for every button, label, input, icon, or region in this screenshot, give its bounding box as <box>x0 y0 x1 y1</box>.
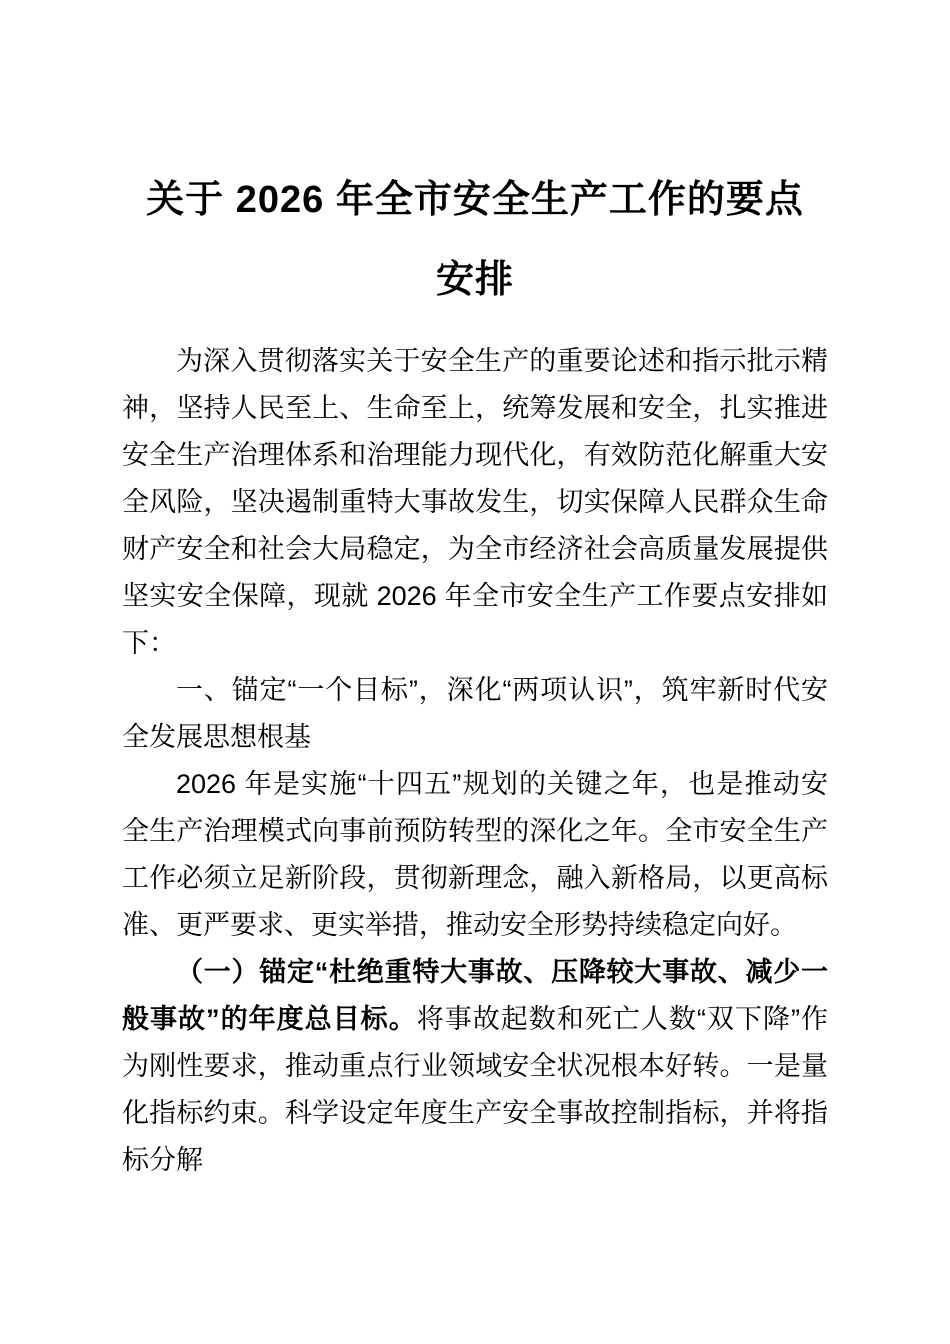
document-title-line-2: 安排 <box>435 259 514 301</box>
item1-body-text: 将事故起数和死亡人数“双下降”作为刚性要求，推动重点行业领域安全状况根本好转。一是量化指标约束。科学设定年度生产安全事故控制指标，并将指标分解 <box>122 1004 828 1175</box>
section1-body-paragraph: 2026 年是实施“十四五”规划的关键之年，也是推动安全生产治理模式向事前预防转型的深化之年。全市安全生产工作必须立足新阶段，贯彻新理念，融入新格局，以更高标准、更严要求、更实举措，推动安全形势持续稳定向好。 <box>122 769 828 940</box>
document-title-line-1: 关于 2026 年全市安全生产工作的要点 <box>146 179 804 221</box>
document-title <box>122 160 828 320</box>
section1-heading: 一、锚定“一个目标”，深化“两项认识”，筑牢新时代安全发展思想根基 <box>122 675 828 752</box>
item1-lead-sentence: （一）锚定“杜绝重特大事故、压降较大事故、减少一般事故”的年度总目标。 <box>122 957 828 1034</box>
intro-paragraph: 为深入贯彻落实关于安全生产的重要论述和指示批示精神，坚持人民至上、生命至上，统筹发展和安全，扎实推进安全生产治理体系和治理能力现代化，有效防范化解重大安全风险，坚决遏制重特大事故发生，切实保障人民群众生命财产安全和社会大局稳定，为全市经济社会高质量发展提供坚实安全保障，现就 2026 年全市安全生产工作要点安排如下： <box>122 346 828 658</box>
item1-paragraph <box>122 949 828 1184</box>
